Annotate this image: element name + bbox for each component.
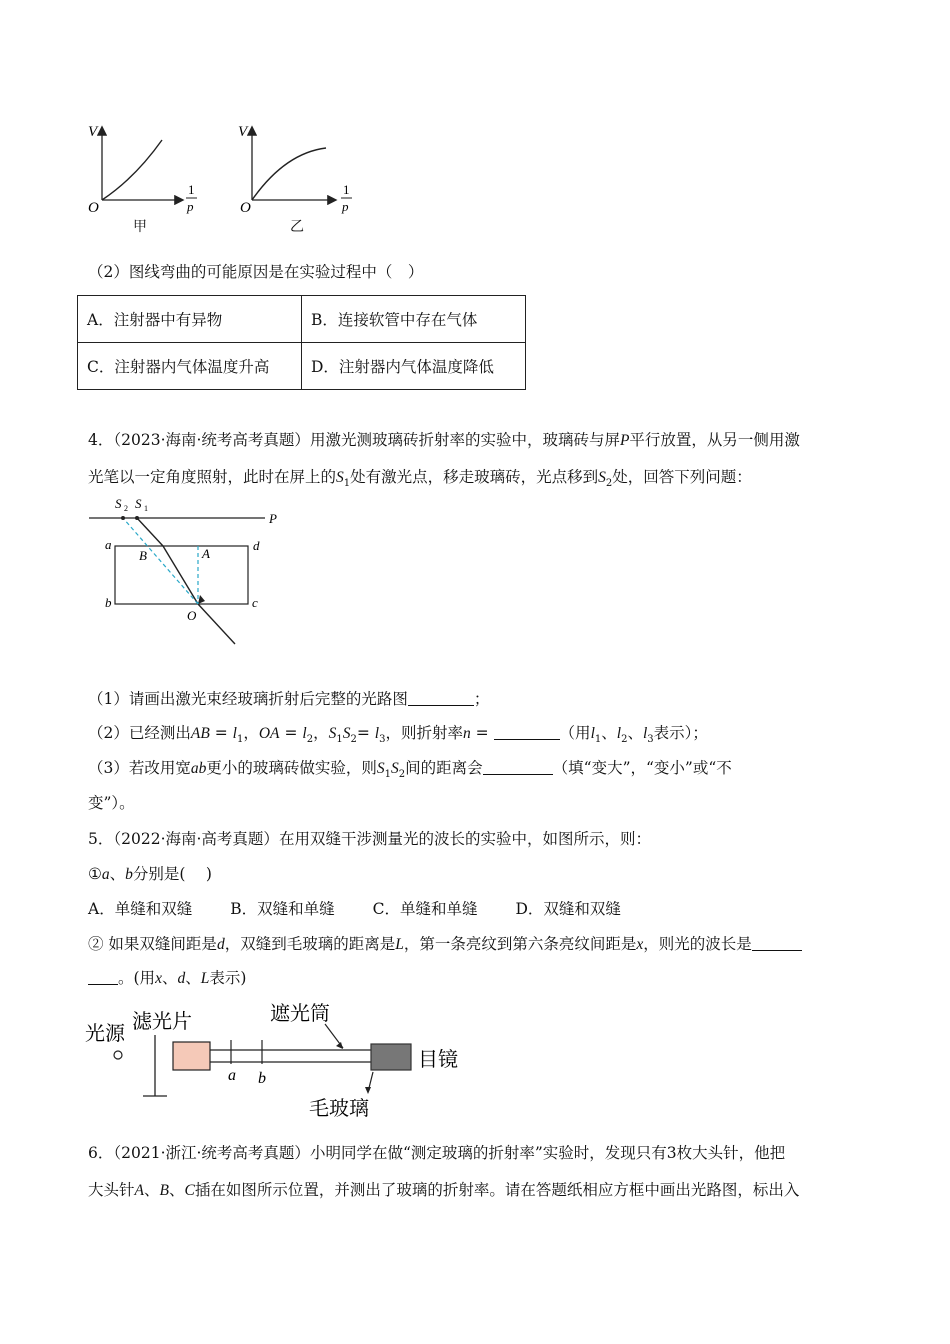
q5-option-d[interactable]: D．双缝和双缝	[515, 900, 621, 918]
v-axis-label: V	[88, 124, 98, 140]
glass-brick	[115, 546, 248, 604]
graph-caption-yi: 乙	[290, 219, 304, 235]
graph-yi	[238, 124, 352, 216]
v-vs-inverse-p-graphs	[80, 118, 370, 238]
q4-part3-end: 变”）。	[88, 794, 135, 812]
svg-text:1: 1	[188, 182, 195, 197]
graph-caption-jia: 甲	[133, 219, 147, 235]
svg-text:1: 1	[144, 504, 148, 513]
q6-source: （2021·浙江·统考高考真题）	[113, 1144, 310, 1162]
q3-options-table	[77, 295, 526, 390]
svg-text:P: P	[269, 511, 277, 526]
svg-text:S: S	[135, 496, 142, 511]
q4-part2: （2）已经测出AB = $l_1$，OA = $l_2$，$S_1S_2= l_3$，则折射率n = （用$l_1$、$l_2$、$l_3$表示）；	[88, 724, 708, 746]
q4-part3: （3）若改用宽ab更小的玻璃砖做实验，则$S_1S_2$间的距离会 （填“变大”，“变小”或“不	[88, 759, 732, 781]
svg-text:p: p	[187, 199, 194, 214]
svg-text:B: B	[139, 548, 147, 563]
answer-blank-1[interactable]	[408, 691, 474, 706]
q5-source: （2022·海南·高考真题）	[113, 830, 279, 848]
svg-text:b: b	[258, 1070, 266, 1087]
hood-label: 遮光筒	[270, 1003, 330, 1025]
q4-intro-line1: 4．（2023·海南·统考高考真题）用激光测玻璃砖折射率的实验中，玻璃砖与屏P平行放置，从另一侧用激	[88, 431, 800, 449]
svg-text:O: O	[240, 200, 251, 216]
q4-part1: （1）请画出激光束经玻璃折射后完整的光路图 ；	[88, 690, 490, 708]
q5-options	[88, 899, 621, 919]
svg-text:O: O	[187, 608, 197, 623]
answer-blank-2[interactable]	[494, 725, 560, 740]
q5-option-b[interactable]: B．双缝和单缝	[230, 900, 335, 918]
svg-text:a: a	[105, 537, 112, 552]
option-a[interactable]: A．注射器中有异物	[78, 296, 302, 343]
svg-text:1: 1	[343, 182, 350, 197]
q6-intro-line2: 大头针A、B、C插在如图所示位置，并测出了玻璃的折射率。请在答题纸相应方框中画出光路图，标出入	[88, 1181, 800, 1199]
answer-blank-3[interactable]	[483, 760, 553, 775]
option-d[interactable]: D．注射器内气体温度降低	[302, 343, 526, 390]
q4-source: （2023·海南·统考高考真题）	[113, 431, 310, 449]
svg-text:b: b	[105, 595, 112, 610]
q5-sub1: ①a、b分别是( )	[88, 865, 212, 883]
q5-option-a[interactable]: A．单缝和双缝	[88, 900, 193, 918]
svg-text:V: V	[238, 124, 248, 140]
origin-label: O	[88, 200, 99, 216]
svg-text:c: c	[252, 595, 258, 610]
light-source-label: 光源	[85, 1023, 125, 1045]
svg-text:2: 2	[124, 504, 128, 513]
svg-text:d: d	[253, 538, 260, 553]
svg-text:p: p	[342, 199, 349, 214]
double-slit-apparatus-diagram	[85, 1000, 485, 1125]
graph-jia	[88, 124, 197, 216]
light-source-icon	[114, 1051, 122, 1059]
q6-intro-line1: 6．（2021·浙江·统考高考真题）小明同学在做“测定玻璃的折射率”实验时，发现只有3枚大头针，他把	[88, 1144, 786, 1162]
q3-part2-prompt: （2）图线弯曲的可能原因是在实验过程中（ ）	[88, 263, 424, 281]
glass-brick-diagram	[85, 494, 295, 654]
q5-sub2-end: 。(用x、d、L表示)	[88, 968, 246, 989]
q5-sub2: ② 如果双缝间距是d，双缝到毛玻璃的距离是L，第一条亮纹到第六条亮纹间距是x，则光的波长是	[88, 934, 802, 955]
svg-text:a: a	[228, 1067, 236, 1084]
option-b[interactable]: B．连接软管中存在气体	[302, 296, 526, 343]
q5-intro: 5．（2022·海南·高考真题）在用双缝干涉测量光的波长的实验中，如图所示，则：	[88, 830, 651, 848]
q4-intro-line2: 光笔以一定角度照射，此时在屏上的$S_1$处有激光点，移走玻璃砖，光点移到$S_2$处，回答下列问题：	[88, 468, 752, 490]
eyepiece-label: 目镜	[418, 1049, 458, 1071]
q5-option-c[interactable]: C．单缝和单缝	[372, 900, 478, 918]
svg-text:A: A	[202, 546, 210, 561]
answer-blank-4[interactable]	[752, 936, 802, 951]
option-c[interactable]: C．注射器内气体温度升高	[78, 343, 302, 390]
eyepiece-box	[371, 1044, 411, 1070]
svg-text:S: S	[115, 496, 122, 511]
filter-box	[173, 1042, 210, 1070]
glass-label: 毛玻璃	[309, 1098, 369, 1120]
filter-label: 滤光片	[132, 1011, 192, 1033]
